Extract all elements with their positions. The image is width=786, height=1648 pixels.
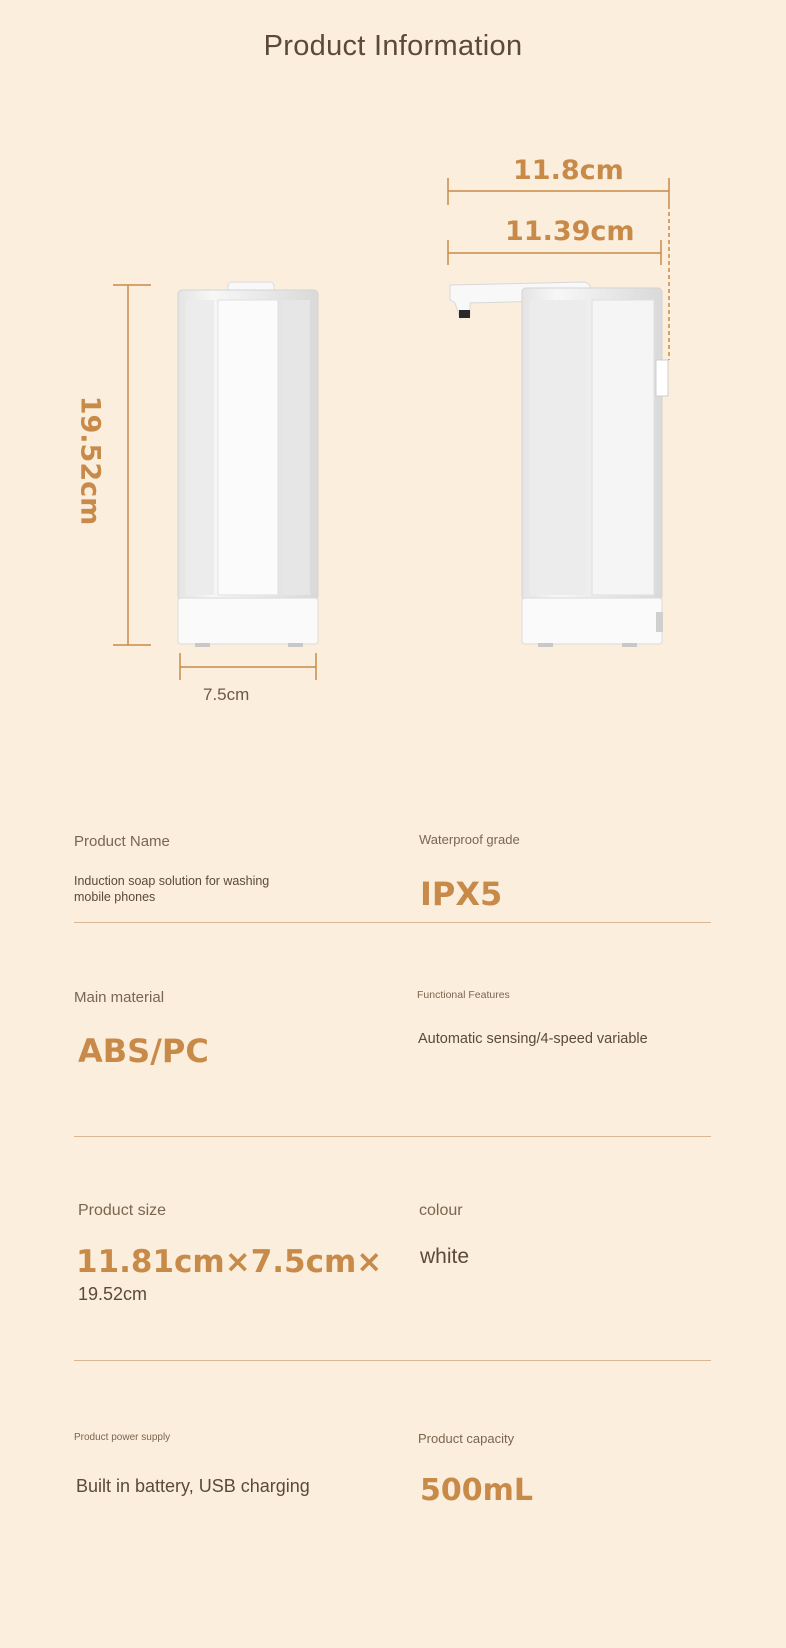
dispenser-side-view — [0, 0, 786, 720]
spec-value-size: 11.81cm×7.5cm× — [76, 1244, 383, 1280]
spec-label-waterproof: Waterproof grade — [419, 832, 520, 847]
height-dimension-label: 19.52cm — [74, 395, 106, 526]
spec-label-power: Product power supply — [74, 1432, 171, 1443]
divider — [74, 922, 711, 923]
spec-label-size: Product size — [78, 1202, 167, 1219]
spec-value-features: Automatic sensing/4-speed variable — [418, 1031, 648, 1047]
spec-value-material: ABS/PC — [78, 1032, 209, 1070]
depth-body-label: 11.39cm — [505, 216, 635, 247]
spec-label-colour: colour — [419, 1202, 463, 1219]
depth-total-label: 11.8cm — [513, 155, 624, 186]
spec-value-product-name: Induction soap solution for washing mobile phones — [74, 874, 270, 904]
spec-label-features: Functional Features — [417, 989, 510, 1001]
divider — [74, 1136, 711, 1137]
spec-value-waterproof: IPX5 — [420, 875, 503, 913]
width-dimension-label: 7.5cm — [203, 685, 250, 704]
spec-label-product-name: Product Name — [74, 833, 170, 850]
spec-label-capacity: Product capacity — [418, 1431, 515, 1446]
divider — [74, 1360, 711, 1361]
page-title: Product Information — [263, 30, 523, 62]
spec-value-size-line2: 19.52cm — [78, 1284, 148, 1304]
spec-value-power: Built in battery, USB charging — [76, 1476, 310, 1496]
spec-label-material: Main material — [74, 989, 165, 1006]
spec-value-capacity: 500mL — [420, 1473, 533, 1508]
spec-value-colour: white — [420, 1245, 470, 1268]
